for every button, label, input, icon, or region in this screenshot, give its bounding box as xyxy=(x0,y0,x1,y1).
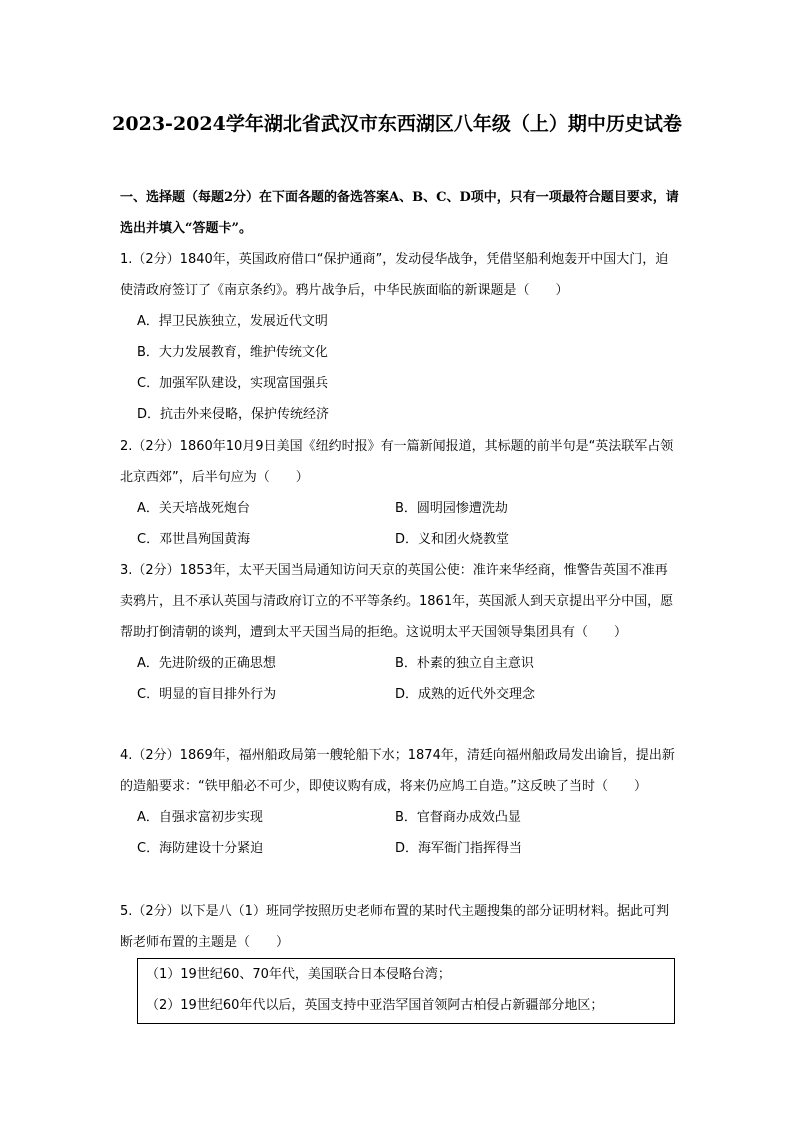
option-row xyxy=(120,833,680,864)
option-d[interactable]: D．海军衙门指挥得当 xyxy=(395,841,523,856)
question-1 xyxy=(120,244,680,430)
option-row xyxy=(120,679,680,710)
section-heading: 一、选择题（每题2分）在下面各题的备选答案A、B、C、D项中，只有一项最符合题目要求，请选出并填入“答题卡”。 xyxy=(120,190,679,236)
option-row xyxy=(120,648,680,679)
option-a[interactable]: A．关天培战死炮台 xyxy=(137,501,250,516)
question-2 xyxy=(120,431,680,555)
option-c[interactable]: C．海防建设十分紧迫 xyxy=(137,841,264,856)
option-d[interactable]: D．义和团火烧教堂 xyxy=(395,532,510,547)
question-stem: 1.（2分）1840年，英国政府借口“保护通商”，发动侵华战争，凭借坚船利炮轰开中国大门，迫使清政府签订了《南京条约》。鸦片战争后，中华民族面临的新课题是（ ） xyxy=(120,252,669,298)
option-a[interactable]: A．先进阶级的正确思想 xyxy=(137,656,276,671)
option-b[interactable]: B．官督商办成效凸显 xyxy=(395,810,521,825)
question-3 xyxy=(120,555,680,710)
material-line: （2）19世纪60年代以后，英国支持中亚浩罕国首领阿古柏侵占新疆部分地区； xyxy=(146,998,604,1013)
exam-title: 2023-2024学年湖北省武汉市东西湖区八年级（上）期中历史试卷 xyxy=(112,113,682,135)
option-b[interactable]: B．圆明园惨遭洗劫 xyxy=(395,501,508,516)
option-d[interactable]: D．抗击外来侵略，保护传统经济 xyxy=(137,407,330,422)
option-b[interactable]: B．朴素的独立自主意识 xyxy=(395,656,534,671)
option-a[interactable]: A．捍卫民族独立，发展近代文明 xyxy=(137,314,328,329)
option-c[interactable]: C．邓世昌殉国黄海 xyxy=(137,532,251,547)
question-stem: 2.（2分）1860年10月9日美国《纽约时报》有一篇新闻报道，其标题的前半句是“英法联军占领北京西郊”，后半句应为（ ） xyxy=(120,439,674,485)
question-5 xyxy=(120,896,680,958)
material-line: （1）19世纪60、70年代，美国联合日本侵略台湾； xyxy=(146,967,451,982)
option-b[interactable]: B．大力发展教育，维护传统文化 xyxy=(137,345,328,360)
question-stem: 5.（2分）以下是八（1）班同学按照历史老师布置的某时代主题搜集的部分证明材料。据此可判断老师布置的主题是（ ） xyxy=(120,904,669,950)
question-stem: 3.（2分）1853年，太平天国当局通知访问天京的英国公使：准许来华经商，惟警告英国不准再卖鸦片，且不承认英国与清政府订立的不平等条约。1861年，英国派人到天京提出平分中国，愿帮助打倒清朝的谈判，遭到太平天国当局的拒绝。这说明太平天国领导集团具有（ ） xyxy=(120,563,674,640)
option-c[interactable]: C．加强军队建设，实现富国强兵 xyxy=(137,376,329,391)
option-row xyxy=(120,524,680,555)
option-c[interactable]: C．明显的盲目排外行为 xyxy=(137,687,277,702)
material-box xyxy=(137,958,675,1024)
option-d[interactable]: D．成熟的近代外交理念 xyxy=(395,687,536,702)
option-row xyxy=(120,493,680,524)
question-stem: 4.（2分）1869年，福州船政局第一艘轮船下水；1874年，清廷向福州船政局发出谕旨，提出新的造船要求：“铁甲船必不可少，即使议购有成，将来仍应鸠工自造。”这反映了当时（ ） xyxy=(120,748,675,794)
option-a[interactable]: A．自强求富初步实现 xyxy=(137,810,263,825)
question-4 xyxy=(120,740,680,864)
option-row xyxy=(120,802,680,833)
